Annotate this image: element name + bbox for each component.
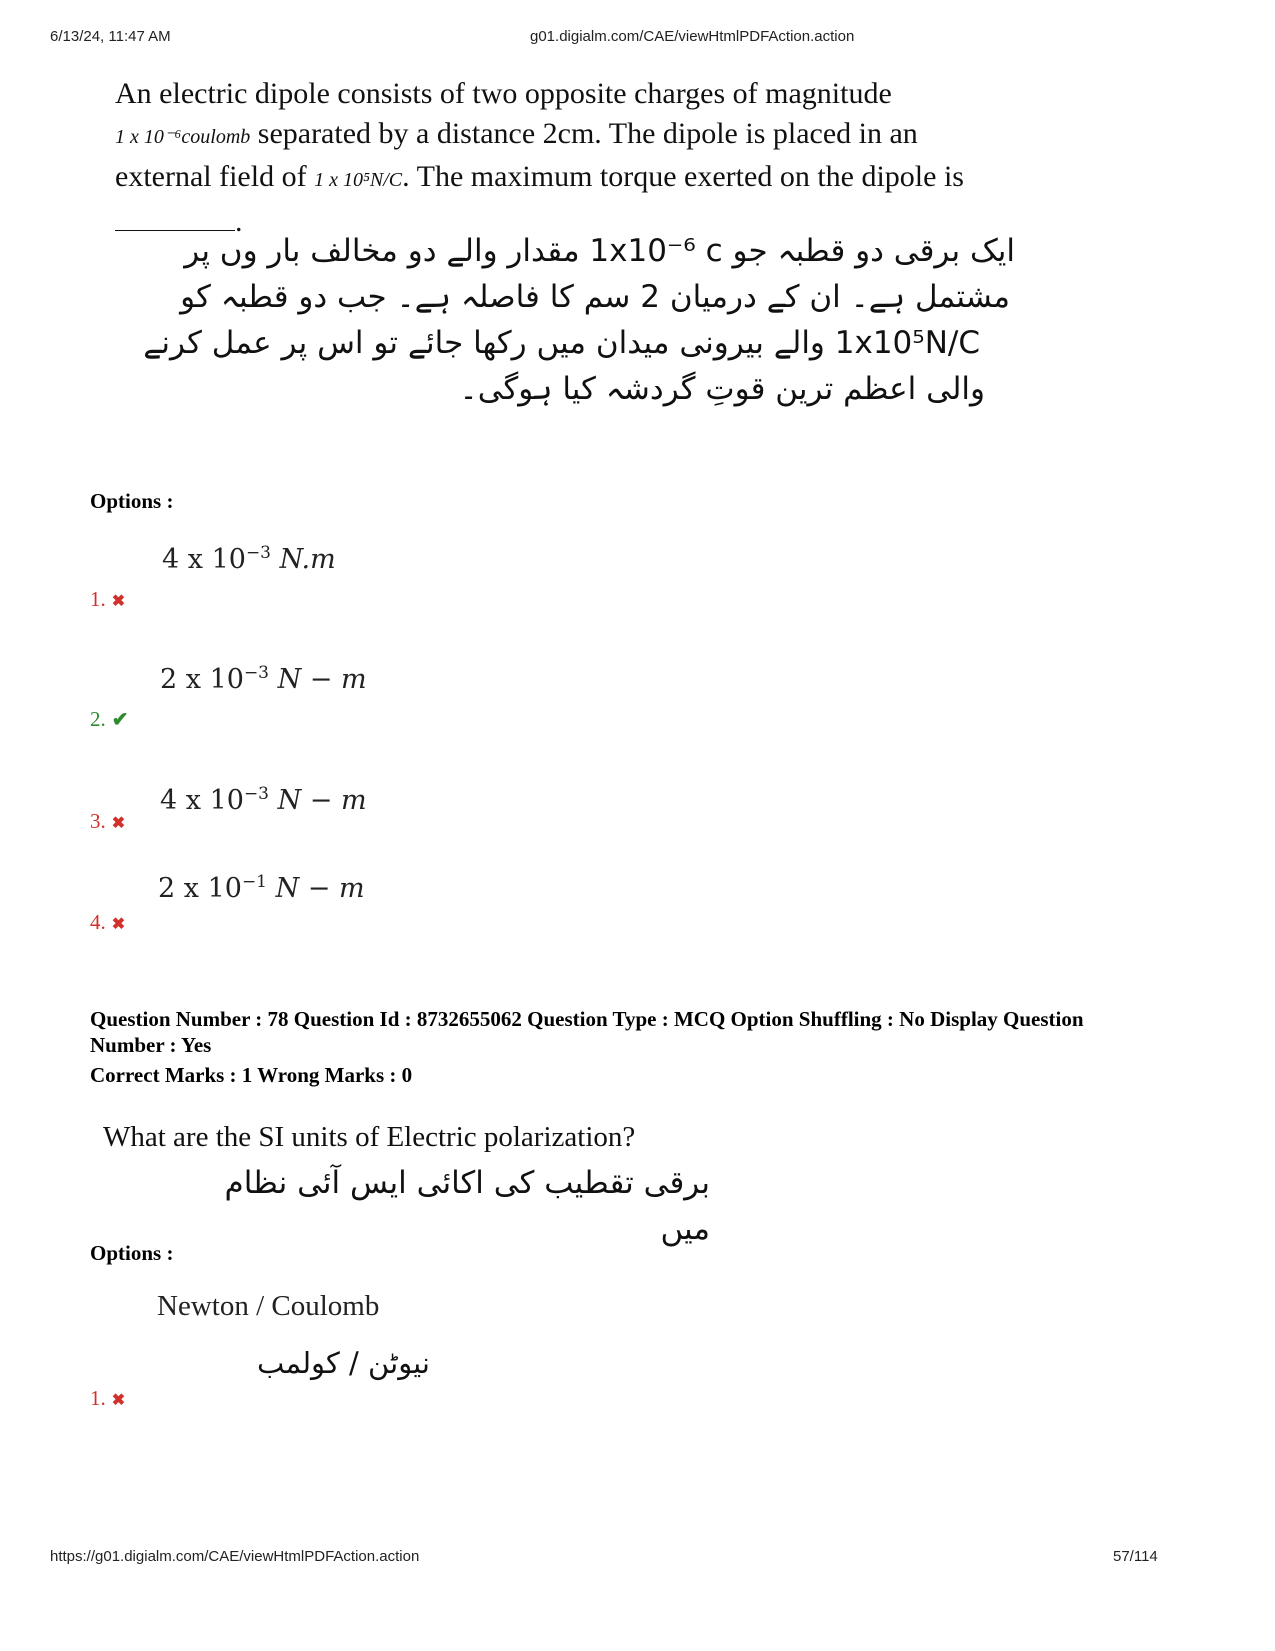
option-78-1-urdu: نیوٹن / کولمب (256, 1346, 430, 1380)
options-label-77: Options : (90, 489, 174, 513)
question-77-text (115, 74, 1115, 242)
wrong-mark-icon: ✖ (111, 916, 126, 933)
footer-url: https://g01.digialm.com/CAE/viewHtmlPDFAction.action (50, 1548, 420, 1565)
question-78-urdu: برقی تقطیب کی اکائی ایس آئی نظام میں (224, 1165, 710, 1247)
urdu-line-2: مشتمل ہے۔ ان کے درمیان 2 سم کا فاصلہ ہے۔ جب دو قطبہ کو (180, 279, 1010, 315)
option-77-2: 2. ✔ (90, 707, 129, 731)
question-78-marks: Correct Marks : 1 Wrong Marks : 0 (90, 1063, 413, 1087)
question-77-line-1: An electric dipole consists of two opposite charges of magnitude (115, 77, 892, 110)
wrong-mark-icon: ✖ (111, 1392, 126, 1409)
wrong-mark-icon: ✖ (111, 815, 126, 832)
option-77-2-text: 2 x $10^{-3}$ N − m (160, 663, 367, 695)
wrong-mark-icon: ✖ (111, 593, 126, 610)
option-77-1-text: 4 x $10^{-3}$ N.m (162, 543, 336, 575)
question-78-meta (90, 1006, 1190, 1088)
question-77-line-2-rest: separated by a distance 2cm. The dipole is placed in an (250, 117, 918, 150)
question-77-line-2 (115, 114, 1115, 157)
print-url: g01.digialm.com/CAE/viewHtmlPDFAction.action (530, 28, 855, 45)
option-77-4: 4. ✖ (90, 910, 126, 934)
page-number: 57/114 (1113, 1548, 1158, 1565)
question-77-line-3 (115, 157, 1115, 200)
option-77-3-text: 4 x $10^{-3}$ N − m (160, 784, 367, 816)
question-78-meta-line-1: Question Number : 78 Question Id : 8732655062 Question Type : MCQ Option Shuffling : No Display Question (90, 1007, 1084, 1031)
option-78-1: 1. ✖ (90, 1386, 126, 1410)
field-value: 1 x 10⁵N/C (314, 169, 403, 191)
options-label-78: Options : (90, 1241, 174, 1265)
urdu-line-1: ایک برقی دو قطبہ جو 1x10⁻⁶ c مقدار والے دو مخالف بار وں پر (184, 233, 1015, 269)
charge-value: 1 x 10⁻⁶coulomb (115, 126, 251, 148)
urdu-line-4: والی اعظم ترین قوتِ گردشہ کیا ہوگی۔ (459, 371, 985, 407)
option-77-4-text: 2 x $10^{-1}$ N − m (158, 872, 365, 904)
option-78-1-text: Newton / Coulomb (157, 1290, 380, 1322)
urdu-line-3: 1x10⁵N/C والے بیرونی میدان میں رکھا جائے تو اس پر عمل کرنے (143, 325, 980, 361)
answer-blank: . (115, 202, 1115, 242)
correct-mark-icon: ✔ (111, 709, 129, 731)
question-78-meta-line-2: Number : Yes (90, 1033, 212, 1057)
question-77-line-3-rest: . The maximum torque exerted on the dipole is (402, 160, 964, 193)
option-77-1: 1. ✖ (90, 587, 126, 611)
question-77-urdu (95, 228, 1015, 412)
question-78-text: What are the SI units of Electric polarization? (103, 1121, 636, 1153)
question-77-line-3-start: external field of (115, 160, 315, 193)
option-77-3: 3. ✖ (90, 809, 126, 833)
print-datetime: 6/13/24, 11:47 AM (50, 28, 171, 45)
